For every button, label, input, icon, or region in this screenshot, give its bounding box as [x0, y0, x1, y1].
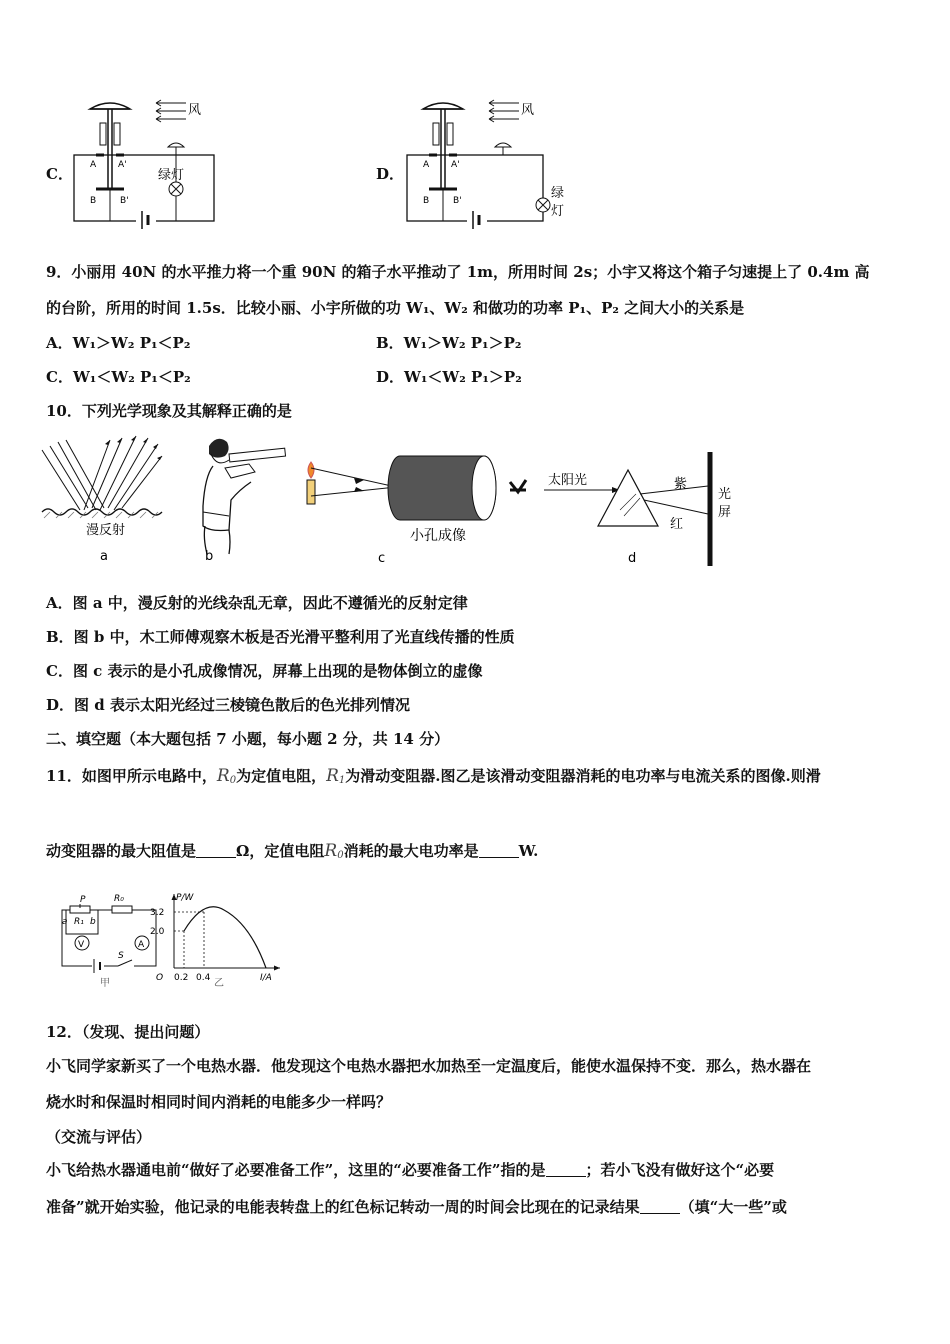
fig-a-caption: 漫反射 — [86, 523, 126, 538]
q11-unit-1: Ω，定值电阻 — [236, 842, 325, 860]
svg-text:B: B — [423, 196, 430, 206]
q11-stem-line1 — [46, 766, 821, 791]
circuit-diagram-c — [70, 97, 240, 232]
q9-option-a: A．W₁＞W₂ P₁＜P₂ — [46, 334, 191, 352]
green-lamp-label: 绿灯 — [158, 168, 185, 183]
q9-stem-line2: 的台阶，所用的时间 1.5s．比较小丽、小宇所做的功 W₁、W₂ 和做功的功率 P₁、P₂ 之间大小的关系是 — [46, 299, 745, 317]
q11-text-3: 为滑动变阻器.图乙是该滑动变阻器消耗的电功率与电流关系的图像.则滑 — [345, 767, 821, 785]
svg-text:I/A: I/A — [260, 973, 272, 983]
r0-symbol: R0 — [216, 766, 237, 786]
svg-text:B: B — [90, 196, 97, 206]
figure-yi-power-current-graph — [150, 888, 290, 988]
figure-d-prism-dispersion — [540, 432, 750, 566]
q12-line3 — [46, 1160, 774, 1180]
q10-option-a: A．图 a 中，漫反射的光线杂乱无章，因此不遵循光的反射定律 — [46, 594, 468, 612]
svg-text:S: S — [118, 951, 124, 961]
q11-text-4: 动变阻器的最大阻值是 — [46, 842, 197, 860]
q11-text-5: 消耗的最大电功率是 — [343, 842, 479, 860]
q9-option-c: C．W₁＜W₂ P₁＜P₂ — [46, 368, 191, 386]
fig-c-label: c — [378, 551, 386, 566]
fig-d-red-label: 红 — [670, 517, 684, 532]
figure-c-pinhole-imaging — [300, 432, 530, 566]
q9-option-d: D．W₁＜W₂ P₁＞P₂ — [376, 368, 522, 386]
fig-d-screen-label-2: 屏 — [718, 505, 732, 520]
svg-text:R₁: R₁ — [74, 917, 84, 927]
q12-line4-text-b: （填“大一些”或 — [679, 1198, 787, 1216]
q11-stem-line2 — [46, 841, 538, 866]
svg-text:0.2: 0.2 — [174, 973, 189, 983]
fig-b-label: b — [205, 549, 214, 564]
svg-text:P: P — [80, 895, 86, 905]
q9-option-b: B．W₁＞W₂ P₁＞P₂ — [376, 334, 522, 352]
q10-stem: 10．下列光学现象及其解释正确的是 — [46, 402, 292, 420]
q10-option-b: B．图 b 中，木工师傅观察木板是否光滑平整利用了光直线传播的性质 — [46, 628, 515, 646]
svg-text:B': B' — [453, 196, 462, 206]
q12-line4 — [46, 1197, 787, 1217]
svg-text:V: V — [78, 940, 85, 950]
fig-c-caption: 小孔成像 — [410, 528, 466, 544]
fig-d-screen-label-1: 光 — [718, 487, 732, 502]
fig-d-label: d — [628, 551, 637, 566]
fig-yi-caption: 乙 — [214, 978, 224, 989]
fig-d-violet-label: 紫 — [674, 477, 688, 492]
circuit-diagram-d — [403, 97, 578, 232]
option-c-label: C． — [46, 165, 73, 183]
fig-a-label: a — [100, 549, 108, 564]
fig-jia-caption: 甲 — [100, 978, 110, 989]
q11-text-1: 11．如图甲所示电路中， — [46, 767, 217, 785]
svg-text:3.2: 3.2 — [150, 908, 165, 918]
svg-text:O: O — [156, 973, 164, 983]
q12-line1: 小飞同学家新买了一个电热水器．他发现这个电热水器把水加热至一定温度后，能使水温保持不变．那么，热水器在 — [46, 1057, 812, 1075]
svg-text:a: a — [62, 917, 68, 927]
svg-text:A: A — [90, 160, 97, 170]
q12-line4-text-a: 准备”就开始实验，他记录的电能表转盘上的红色标记转动一周的时间会比现在的记录结果 — [46, 1198, 640, 1216]
svg-text:2.0: 2.0 — [150, 927, 165, 937]
r1-symbol: R1 — [326, 766, 346, 786]
r0-symbol-2: R0 — [324, 841, 344, 861]
wind-label: 风 — [188, 103, 202, 118]
svg-text:A': A' — [118, 160, 127, 170]
svg-text:b: b — [90, 917, 96, 927]
q11-text-2: 为定值电阻， — [236, 767, 327, 785]
q11-blank-2[interactable] — [479, 843, 519, 858]
q11-unit-2: W. — [518, 842, 539, 860]
svg-text:0.4: 0.4 — [196, 973, 211, 983]
q12-blank-1[interactable] — [546, 1162, 586, 1177]
q12-blank-2[interactable] — [640, 1199, 680, 1214]
svg-text:B': B' — [120, 196, 129, 206]
svg-text:A: A — [138, 940, 145, 950]
figure-b-carpenter — [185, 432, 295, 562]
svg-text:R₀: R₀ — [114, 894, 124, 904]
section-2-heading: 二、填空题（本大题包括 7 小题，每小题 2 分，共 14 分） — [46, 730, 450, 748]
q12-line2: 烧水时和保温时相同时间内消耗的电能多少一样吗？ — [46, 1093, 392, 1111]
svg-text:A': A' — [451, 160, 460, 170]
q11-blank-1[interactable] — [196, 843, 236, 858]
green-lamp-label-1: 绿 — [551, 186, 565, 201]
q12-line3-text-b: ；若小飞没有做好这个“必要 — [585, 1161, 775, 1179]
q12-heading: 12．（发现、提出问题） — [46, 1023, 210, 1041]
svg-text:P/W: P/W — [176, 893, 194, 903]
q10-option-d: D．图 d 表示太阳光经过三棱镜色散后的色光排列情况 — [46, 696, 410, 714]
q12-subheading: （交流与评估） — [46, 1128, 152, 1146]
svg-text:A: A — [423, 160, 430, 170]
fig-d-sunlight-label: 太阳光 — [548, 473, 588, 488]
q12-line3-text-a: 小飞给热水器通电前“做好了必要准备工作”，这里的“必要准备工作”指的是 — [46, 1161, 546, 1179]
figure-a-diffuse-reflection — [40, 432, 170, 562]
option-d-label: D． — [376, 165, 405, 183]
wind-label: 风 — [521, 103, 535, 118]
green-lamp-label-2: 灯 — [551, 204, 565, 219]
q9-stem-line1: 9．小丽用 40N 的水平推力将一个重 90N 的箱子水平推动了 1m，所用时间 2s；小宇又将这个箱子匀速提上了 0.4m 高 — [46, 263, 870, 281]
q10-option-c: C．图 c 表示的是小孔成像情况，屏幕上出现的是物体倒立的虚像 — [46, 662, 483, 680]
